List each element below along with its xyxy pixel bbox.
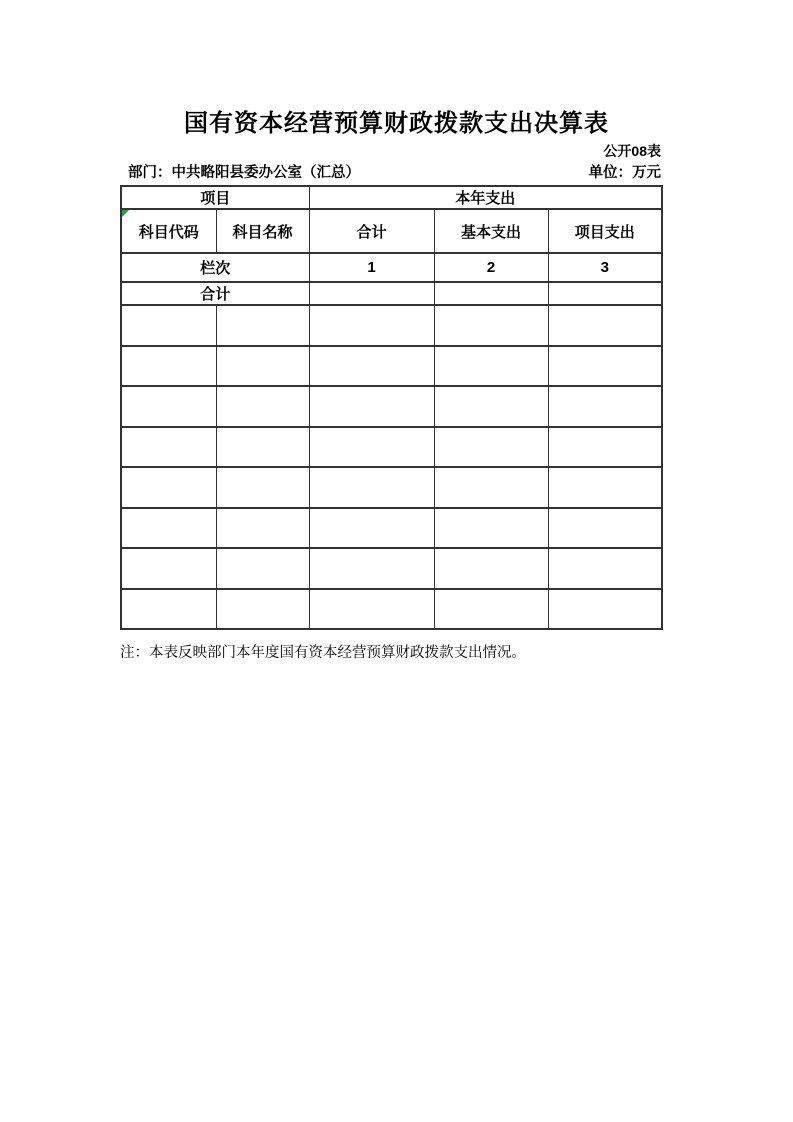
empty-cell — [309, 346, 434, 387]
empty-cell — [216, 548, 309, 589]
empty-cell — [309, 427, 434, 468]
empty-cell — [434, 508, 548, 549]
empty-row — [121, 386, 662, 427]
total-row-value-project — [548, 282, 662, 305]
empty-row — [121, 305, 662, 346]
empty-cell — [121, 346, 216, 387]
empty-cell — [121, 589, 216, 630]
empty-cell — [548, 508, 662, 549]
unit-label: 单位：万元 — [588, 165, 661, 181]
total-row-value-total — [309, 282, 434, 305]
total-row — [121, 282, 662, 305]
column-index-label: 栏次 — [121, 253, 309, 282]
empty-cell — [434, 548, 548, 589]
empty-cell — [121, 467, 216, 508]
empty-cell — [121, 427, 216, 468]
empty-cell — [548, 305, 662, 346]
empty-row — [121, 589, 662, 630]
empty-cell — [309, 589, 434, 630]
footnote: 注：本表反映部门本年度国有资本经营预算财政拨款支出情况。 — [120, 645, 526, 661]
header-basic-expenditure: 基本支出 — [434, 209, 548, 253]
header-group-row — [121, 186, 662, 209]
column-index-3: 3 — [548, 253, 662, 282]
empty-cell — [216, 305, 309, 346]
page-title: 国有资本经营预算财政拨款支出决算表 — [184, 110, 609, 137]
empty-cell — [434, 467, 548, 508]
column-index-1: 1 — [309, 253, 434, 282]
header-group-project: 项目 — [121, 186, 309, 209]
empty-cell — [548, 548, 662, 589]
empty-cell — [434, 386, 548, 427]
empty-cell — [216, 589, 309, 630]
fiscal-expenditure-table — [120, 185, 663, 630]
total-row-label: 合计 — [121, 282, 309, 305]
empty-cell — [216, 508, 309, 549]
header-subject-code-label: 科目代码 — [138, 223, 199, 241]
header-columns-row — [121, 209, 662, 253]
empty-cell — [309, 386, 434, 427]
empty-cell — [548, 386, 662, 427]
empty-cell — [216, 386, 309, 427]
header-project-expenditure: 项目支出 — [548, 209, 662, 253]
empty-cell — [434, 427, 548, 468]
empty-cell — [309, 548, 434, 589]
empty-row — [121, 467, 662, 508]
empty-cell — [216, 346, 309, 387]
header-group-current-year: 本年支出 — [309, 186, 662, 209]
header-subject-code — [121, 209, 216, 253]
total-row-value-basic — [434, 282, 548, 305]
empty-cell — [121, 305, 216, 346]
empty-cell — [548, 467, 662, 508]
empty-cell — [548, 589, 662, 630]
empty-cell — [309, 305, 434, 346]
table-code-label: 公开08表 — [603, 143, 661, 159]
empty-cell — [216, 467, 309, 508]
empty-cell — [216, 427, 309, 468]
empty-cell — [121, 508, 216, 549]
empty-row — [121, 508, 662, 549]
empty-cell — [548, 346, 662, 387]
empty-row — [121, 346, 662, 387]
header-total: 合计 — [309, 209, 434, 253]
empty-cell — [309, 508, 434, 549]
department-label: 部门：中共略阳县委办公室（汇总） — [128, 165, 360, 181]
meta-row — [121, 161, 661, 182]
empty-cell — [434, 305, 548, 346]
empty-cell — [121, 548, 216, 589]
empty-row — [121, 427, 662, 468]
empty-cell — [309, 467, 434, 508]
empty-cell — [434, 589, 548, 630]
column-index-row — [121, 253, 662, 282]
empty-cell — [434, 346, 548, 387]
header-subject-name: 科目名称 — [216, 209, 309, 253]
empty-cell — [121, 386, 216, 427]
empty-row — [121, 548, 662, 589]
empty-cell — [548, 427, 662, 468]
excel-error-indicator-icon — [122, 210, 129, 217]
column-index-2: 2 — [434, 253, 548, 282]
